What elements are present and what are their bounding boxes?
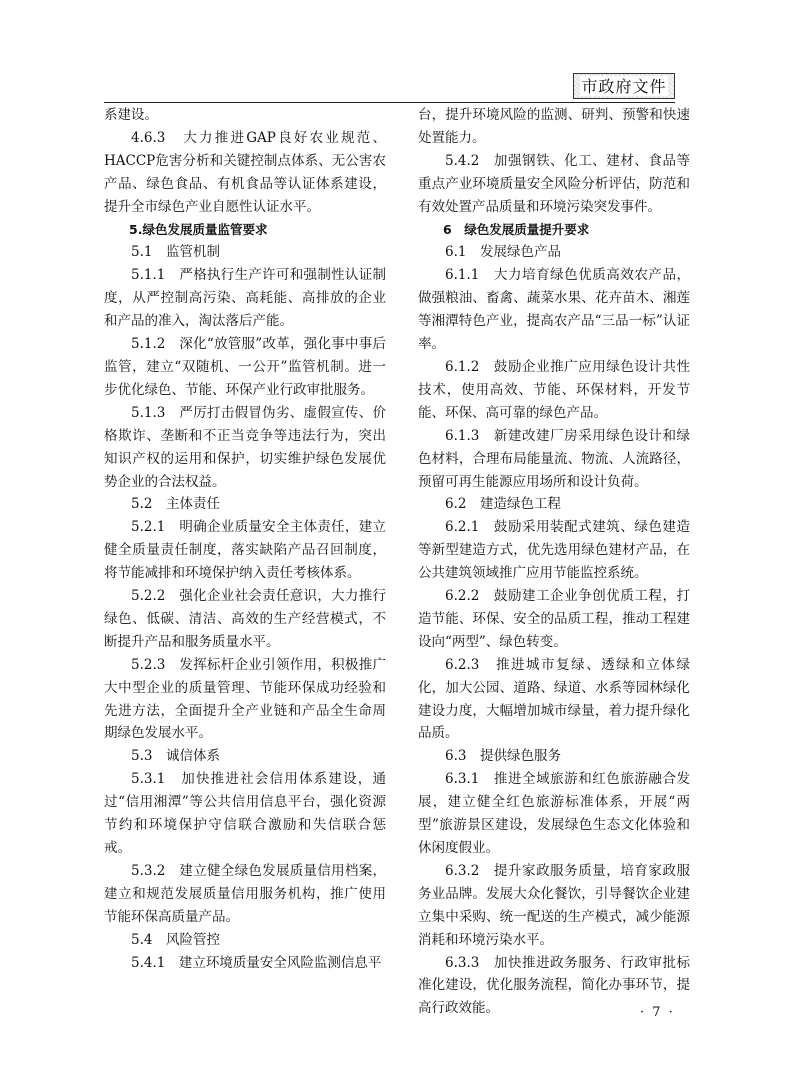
- paragraph: 5.2.2 强化企业社会责任意识，大力推行绿色、低碳、清洁、高效的生产经营模式，不断提升产品和服务质量水平。: [104, 588, 386, 650]
- paragraph: 5.1.2 深化“放管服”改革，强化事中事后监管，建立“双随机、一公开”监管机制。进一步优化绿色、节能、环保产业行政审批服务。: [104, 336, 386, 398]
- paragraph: 6.3.1 推进全域旅游和红色旅游融合发展，建立健全红色旅游标准体系，开展“两型”旅游景区建设，发展绿色生态文化体验和休闲度假业。: [418, 771, 690, 856]
- paragraph: 6.1.2 鼓励企业推广应用绿色设计共性技术，使用高效、节能、环保材料，开发节能、环保、高可靠的绿色产品。: [418, 358, 690, 421]
- paragraph: 5.1.1 严格执行生产许可和强制性认证制度，从严控制高污染、高耗能、高排放的企业和产品的准入，淘汰落后产能。: [104, 267, 386, 330]
- paragraph: 系建设。: [104, 107, 158, 123]
- header-rule: [104, 102, 675, 103]
- paragraph: 6.2.3 推进城市复绿、透绿和立体绿化，加大公园、道路、绿道、水系等园林绿化建设力度，大幅增加城市绿量，着力提升绿化品质。: [418, 656, 690, 742]
- right-column: [418, 104, 690, 1020]
- section-heading: 6 绿色发展质量提升要求: [443, 221, 590, 237]
- paragraph: 5.2.1 明确企业质量安全主体责任，建立健全质量责任制度，落实缺陷产品召回制度，将节能减排和环境保护纳入责任考核体系。: [104, 519, 386, 582]
- paragraph: 6.1.1 大力培育绿色优质高效农产品，做强粮油、畜禽、蔬菜水果、花卉苗木、湘莲等湘潭特色产业，提高农产品“三品一标”认证率。: [418, 267, 690, 353]
- section-heading: 5.绿色发展质量监管要求: [129, 221, 268, 237]
- subsection-heading: 6.2 建造绿色工程: [445, 496, 561, 513]
- subsection-heading: 5.3 诚信体系: [131, 748, 220, 765]
- paragraph: 台，提升环境风险的监测、研判、预警和快速处置能力。: [418, 107, 690, 146]
- paragraph: 5.3.1 加快推进社会信用体系建设，通过“信用湘潭”等公共信用信息平台，强化资源节约和环境保护守信联合激励和失信联合惩戒。: [104, 771, 386, 856]
- subsection-heading: 5.4 风险管控: [131, 931, 220, 948]
- paragraph: 5.1.3 严厉打击假冒伪劣、虚假宣传、价格欺诈、垄断和不正当竞争等违法行为，突出知识产权的运用和保护，切实维护绿色发展优势企业的合法权益。: [104, 404, 386, 490]
- subsection-heading: 5.2 主体责任: [131, 496, 220, 513]
- paragraph: 5.3.2 建立健全绿色发展质量信用档案，建立和规范发展质量信用服务机构，推广使用节能环保高质量产品。: [104, 862, 386, 925]
- subsection-heading: 6.1 发展绿色产品: [445, 244, 561, 261]
- page-number: · 7 ·: [640, 1005, 675, 1020]
- paragraph: 6.3.2 提升家政服务质量，培育家政服务业品牌。发展大众化餐饮，引导餐饮企业建立集中采购、统一配送的生产模式，减少能源消耗和环境污染水平。: [418, 862, 690, 948]
- paragraph: 6.2.2 鼓励建工企业争创优质工程，打造节能、环保、安全的品质工程，推动工程建设向“两型”、绿色转变。: [418, 588, 690, 650]
- paragraph: 6.3.3 加快推进政务服务、行政审批标准化建设，优化服务流程，简化办事环节，提高行政效能。: [418, 954, 690, 1017]
- section-tag: [573, 73, 675, 99]
- subsection-heading: 6.3 提供绿色服务: [445, 748, 561, 765]
- paragraph: 6.1.3 新建改建厂房采用绿色设计和绿色材料，合理布局能量流、物流、人流路径，预留可再生能源应用场所和设计负荷。: [418, 427, 690, 490]
- paragraph: 5.4.2 加强钢铁、化工、建材、食品等重点产业环境质量安全风险分析评估，防范和有效处置产品质量和环境污染突发事件。: [418, 152, 690, 215]
- paragraph: 4.6.3 大力推进GAP良好农业规范、HACCP危害分析和关键控制点体系、无公害农产品、绿色食品、有机食品等认证体系建设，提升全市绿色产业自愿性认证水平。: [104, 129, 386, 215]
- subsection-heading: 5.1 监管机制: [131, 244, 220, 261]
- paragraph: 5.2.3 发挥标杆企业引领作用，积极推广大中型企业的质量管理、节能环保成功经验和先进方法，全面提升全产业链和产品全生命周期绿色发展水平。: [104, 656, 386, 742]
- section-tag-label: 市政府文件: [581, 77, 667, 96]
- paragraph: 6.2.1 鼓励采用装配式建筑、绿色建造等新型建造方式，优先选用绿色建材产品，在公共建筑领域推广应用节能监控系统。: [418, 519, 690, 582]
- paragraph: 5.4.1 建立环境质量安全风险监测信息平: [131, 954, 382, 971]
- left-column: [104, 104, 386, 974]
